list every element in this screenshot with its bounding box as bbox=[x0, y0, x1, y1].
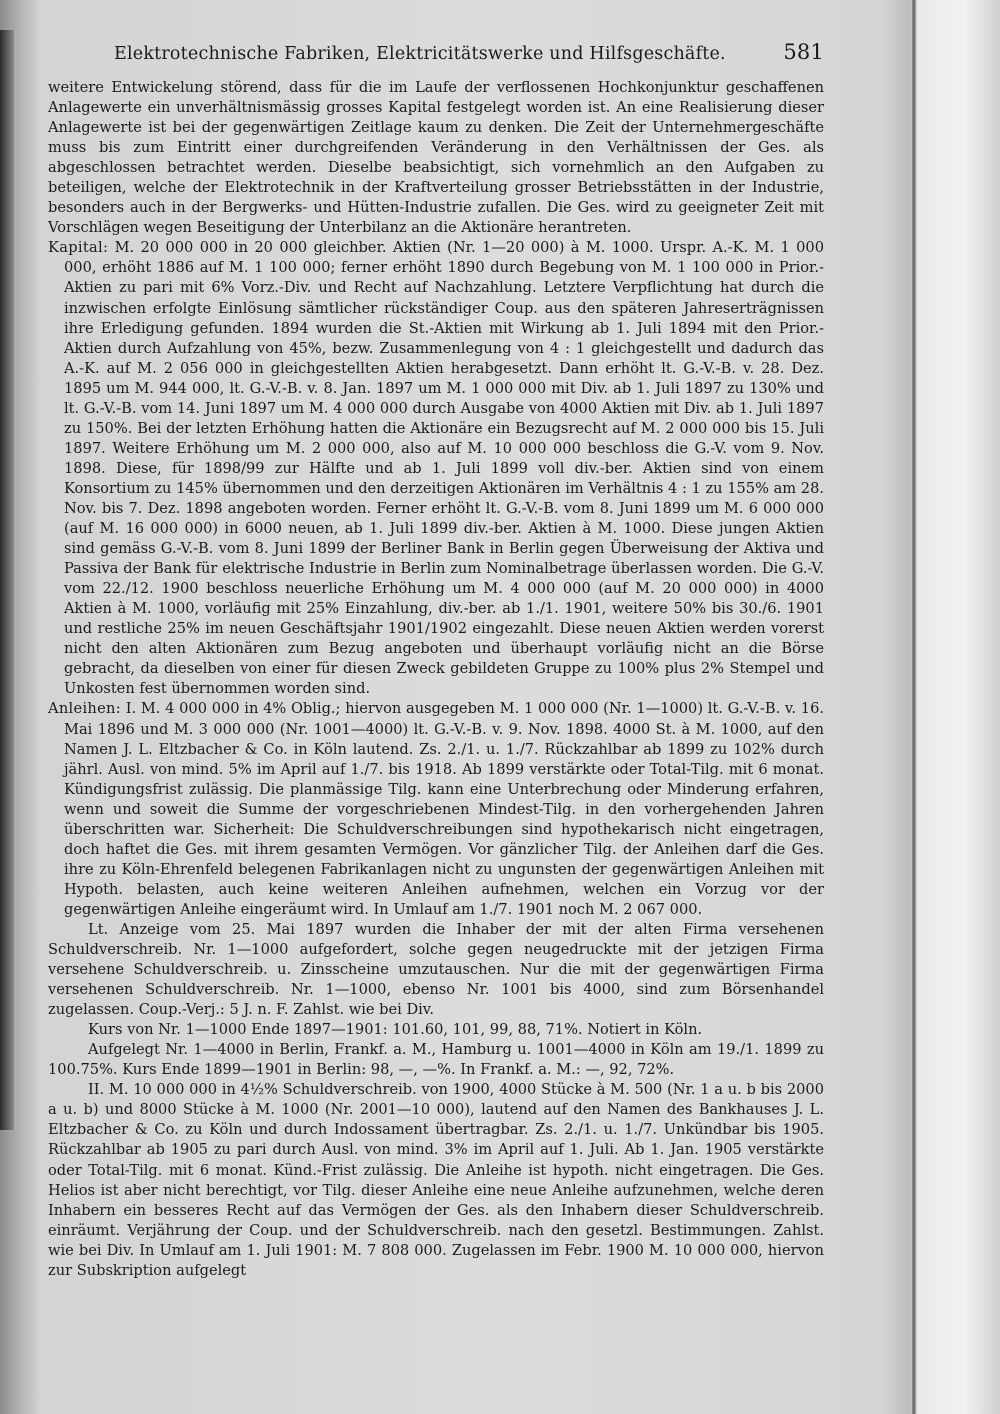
paragraph-text: Kurs von Nr. 1—1000 Ende 1897—1901: 101.60, 101, 99, 88, 71%. Notiert in Köln. bbox=[88, 1021, 703, 1039]
page-content bbox=[48, 40, 824, 1281]
paragraph-text: M. 20 000 000 in 20 000 gleichber. Aktien (Nr. 1—20 000) à M. 1000. Urspr. A.-K. M. 1 000 000, erhöht 1886 auf M. 1 100 000; ferner erhöht 1890 durch Begebung von M. 1 100 000 in Prior.-Aktien zu pari mit 6% Vorz.-Div. und Recht auf Nachzahlung. Letztere Verpflichtung hat durch die inzwischen erfolgte Einlösung sämtlicher rückständiger Coup. aus den späteren Jahreserträgnissen ihre Erledigung gefunden. 1894 wurden die St.-Aktien mit Wirkung ab 1. Juli 1894 mit den Prior.-Aktien durch Aufzahlung von 45%, bezw. Zusammenlegung von 4 : 1 gleichgestellt und dadurch das A.-K. auf M. 2 056 000 in gleichgestellten Aktien herabgesetzt. Dann erhöht lt. G.-V.-B. v. 28. Dez. 1895 um M. 944 000, lt. G.-V.-B. v. 8. Jan. 1897 um M. 1 000 000 mit Div. ab 1. Juli 1897 zu 130% und lt. G.-V.-B. vom 14. Juni 1897 um M. 4 000 000 durch Ausgabe von 4000 Aktien mit Div. ab 1. Juli 1897 zu 150%. Bei der letzten Erhöhung hatten die Aktionäre ein Bezugsrecht auf M. 2 000 000 bis 15. Juli 1897. Weitere Erhöhung um M. 2 000 000, also auf M. 10 000 000 beschloss die G.-V. vom 9. Nov. 1898. Diese, für 1898/99 zur Hälfte und ab 1. Juli 1899 voll div.-ber. Aktien sind von einem Konsortium zu 145% übernommen und den derzeitigen Aktionären im Verhältnis 4 : 1 zu 155% am 28. Nov. bis 7. Dez. 1898 angeboten worden. Ferner erhöht lt. G.-V.-B. vom 8. Juni 1899 um M. 6 000 000 (auf M. 16 000 000) in 6000 neuen, ab 1. Juli 1899 div.-ber. Aktien à M. 1000. Diese jungen Aktien sind gemäss G.-V.-B. vom 8. Juni 1899 der Berliner Bank in Berlin gegen Überweisung der Aktiva und Passiva der Bank für elektrische Industrie in Berlin zum Nominalbetrage überlassen worden. Die G.-V. vom 22./12. 1900 beschloss neuerliche Erhöhung um M. 4 000 000 (auf M. 20 000 000) in 4000 Aktien à M. 1000, vorläufig mit 25% Einzahlung, div.-ber. ab 1./1. 1901, weitere 50% bis 30./6. 1901 und restliche 25% im neuen Geschäftsjahr 1901/1902 eingezahlt. Diese neuen Aktien werden vorerst nicht den alten Aktionären zum Bezug angeboten und überhaupt vorläufig nicht an die Börse gebracht, da dieselben von einer für diesen Zweck gebildeten Gruppe zu 100% plus 2% Stempel und Unkosten fest übernommen worden sind. bbox=[64, 239, 825, 698]
section-label: Kapital: bbox=[48, 239, 109, 257]
book-edge bbox=[912, 0, 1000, 1414]
paragraph-text: I. M. 4 000 000 in 4% Oblig.; hiervon ausgegeben M. 1 000 000 (Nr. 1—1000) lt. G.-V.-B. v. 16. Mai 1896 und M. 3 000 000 (Nr. 1001—4000) lt. G.-V.-B. v. 9. Nov. 1898. 4000 St. à M. 1000, auf den Namen J. L. Eltzbacher & Co. in Köln lautend. Zs. 2./1. u. 1./7. Rückzahlbar ab 1899 zu 102% durch jährl. Ausl. von mind. 5% im April auf 1./7. bis 1918. Ab 1899 verstärkte oder Total-Tilg. mit 6 monat. Kündigungsfrist zulässig. Die planmässige Tilg. kann eine Unterbrechung oder Minderung erfahren, wenn und soweit die Summe der vorgeschriebenen Mindest-Tilg. in den vorhergehenden Jahren überschritten war. Sicherheit: Die Schuldverschreibungen sind hypothekarisch nicht eingetragen, doch haftet die Ges. mit ihrem gesamten Vermögen. Vor gänzlicher Tilg. der Anleihen darf die Ges. ihre zu Köln-Ehrenfeld belegenen Fabrikanlagen nicht zu ungunsten der gegenwärtigen Anleihen mit Hypoth. belasten, auch keine weiteren Anleihen aufnehmen, welchen ein Vorzug vor der gegenwärtigen Anleihe eingeräumt wird. In Umlauf am 1./7. 1901 noch M. 2 067 000. bbox=[64, 700, 825, 918]
page-number: 581 bbox=[783, 40, 824, 64]
section-label: Anleihen: bbox=[48, 700, 121, 718]
paragraph-aufgelegt bbox=[48, 1040, 824, 1080]
binding-shadow bbox=[0, 30, 14, 1130]
paragraph-anleihe-ii bbox=[48, 1080, 824, 1280]
paragraph-text: Aufgelegt Nr. 1—4000 in Berlin, Frankf. a. M., Hamburg u. 1001—4000 in Köln am 19./1. 1899 zu 100.75%. Kurs Ende 1899—1901 in Berlin: 98, —, —%. In Frankf. a. M.: —, 92, 72%. bbox=[48, 1041, 824, 1079]
running-title: Elektrotechnische Fabriken, Elektricitätswerke und Hilfsgeschäfte. bbox=[114, 44, 726, 64]
paragraph-text: II. M. 10 000 000 in 4½% Schuldverschreib. von 1900, 4000 Stücke à M. 500 (Nr. 1 a u. b bis 2000 a u. b) und 8000 Stücke à M. 1000 (Nr. 2001—10 000), lautend auf den Namen des Bankhauses J. L. Eltzbacher & Co. zu Köln und durch Indossament übertragbar. Zs. 2./1. u. 1./7. Unkündbar bis 1905. Rückzahlbar ab 1905 zu pari durch Ausl. von mind. 3% im April auf 1. Juli. Ab 1. Jan. 1905 verstärkte oder Total-Tilg. mit 6 monat. Künd.-Frist zulässig. Die Anleihe ist hypoth. nicht eingetragen. Die Ges. Helios ist aber nicht berechtigt, vor Tilg. dieser Anleihe eine neue Anleihe aufzunehmen, welche deren Inhabern ein besseres Recht auf das Vermögen der Ges. als den Inhabern dieser Schuldverschreib. einräumt. Verjährung der Coup. und der Schuldverschreib. nach den gesetzl. Bestimmungen. Zahlst. wie bei Div. In Umlauf am 1. Juli 1901: M. 7 808 000. Zugelassen im Febr. 1900 M. 10 000 000, hiervon zur Subskription aufgelegt bbox=[48, 1081, 824, 1279]
paragraph-continuation bbox=[48, 78, 824, 238]
paragraph-anzeige bbox=[48, 920, 824, 1020]
section-kapital bbox=[48, 238, 824, 699]
running-header bbox=[114, 40, 824, 64]
section-anleihen bbox=[48, 699, 824, 920]
paragraph-text: Lt. Anzeige vom 25. Mai 1897 wurden die Inhaber der mit der alten Firma versehenen Schuldverschreib. Nr. 1—1000 aufgefordert, solche gegen neugedruckte mit der jetzigen Firma versehene Schuldverschreib. u. Zinsscheine umzutauschen. Nur die mit der gegenwärtigen Firma versehenen Schuldverschreib. Nr. 1—1000, ebenso Nr. 1001 bis 4000, sind zum Börsenhandel zugelassen. Coup.-Verj.: 5 J. n. F. Zahlst. wie bei Div. bbox=[48, 920, 824, 1019]
body-text bbox=[48, 78, 824, 1281]
paragraph-text: weitere Entwickelung störend, dass für die im Laufe der verflossenen Hochkonjunktur geschaffenen Anlagewerte ein unverhältnismässig grosses Kapital festgelegt worden ist. An eine Realisierung dieser Anlagewerte ist bei der gegenwärtigen Zeitlage kaum zu denken. Die Zeit der Unternehmergeschäfte muss bis zum Eintritt einer durchgreifenden Veränderung in den Verhältnissen der Ges. als abgeschlossen betrachtet werden. Dieselbe beabsichtigt, sich vornehmlich an den Aufgaben zu beteiligen, welche der Elektrotechnik in der Kraftverteilung grosser Betriebsstätten in der Industrie, besonders auch in der Bergwerks- und Hütten-Industrie zufallen. Die Ges. wird zu geeigneter Zeit mit Vorschlägen wegen Beseitigung der Unterbilanz an die Aktionäre herantreten. bbox=[48, 79, 824, 237]
paragraph-kurs bbox=[48, 1020, 824, 1040]
